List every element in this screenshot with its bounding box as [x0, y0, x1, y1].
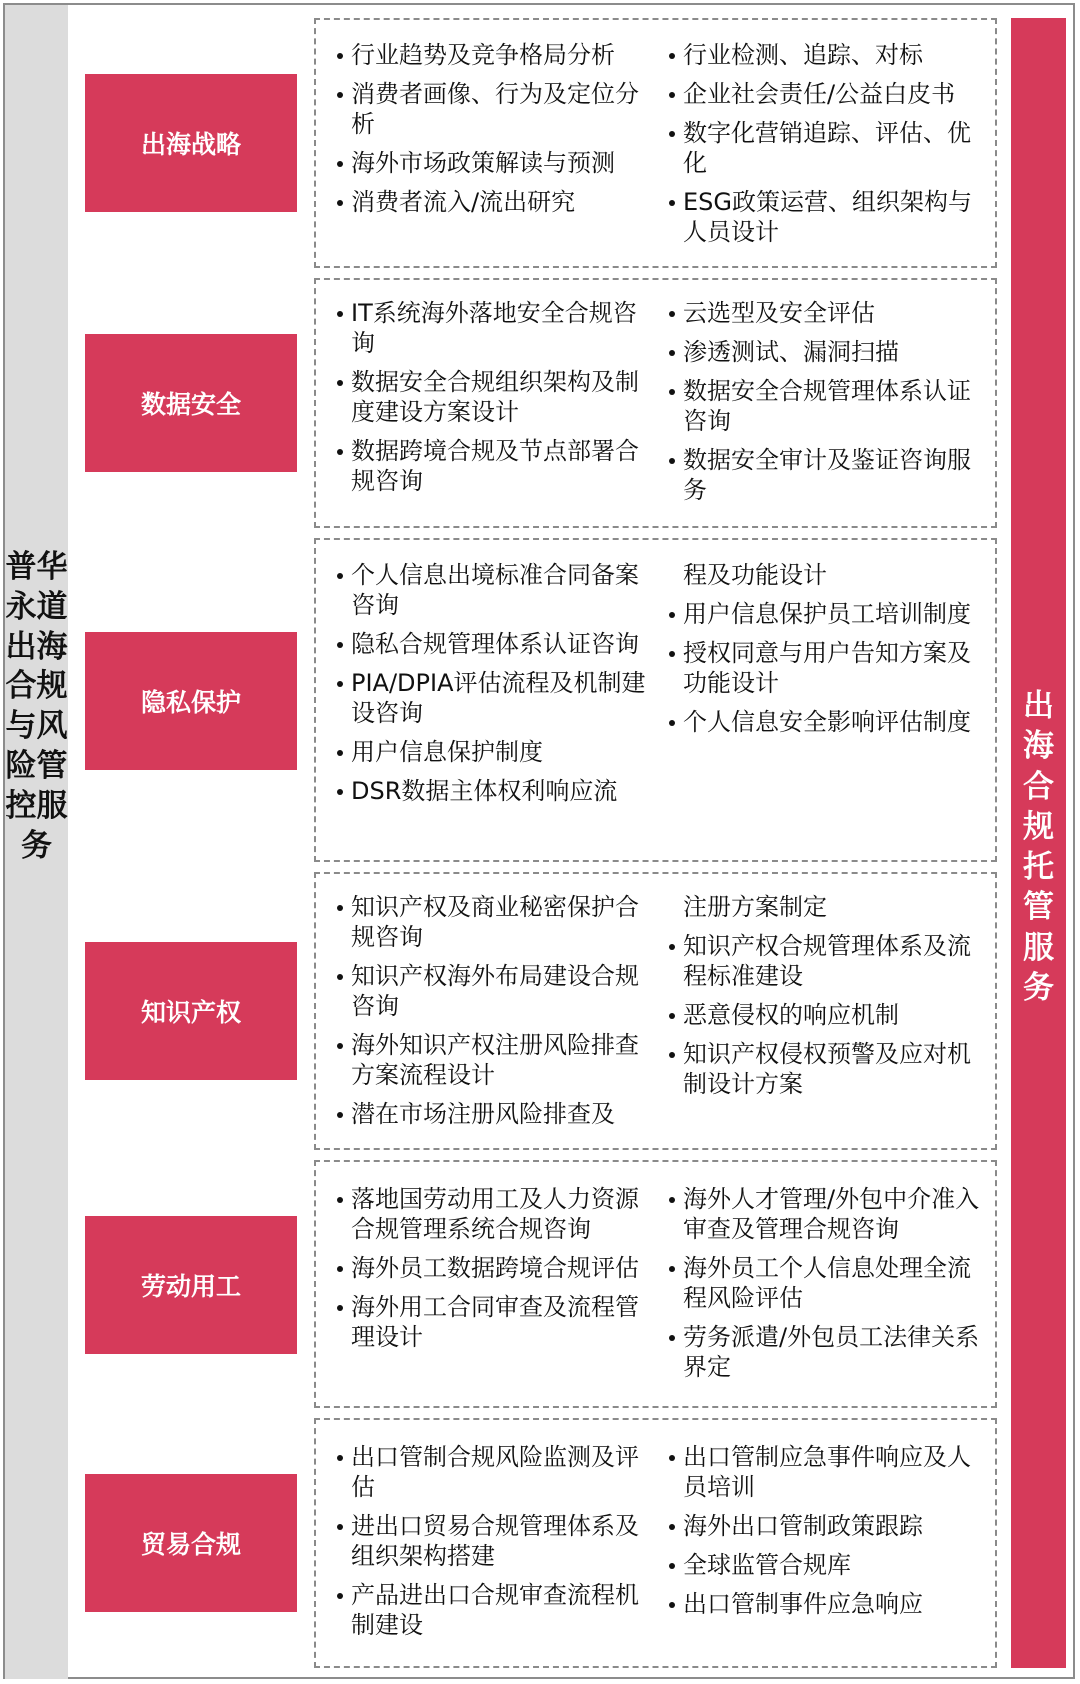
- list-item-continuation: 程及功能设计: [683, 561, 827, 589]
- panel-ip-col-b: [668, 892, 983, 1108]
- list-item: IT系统海外落地安全合规咨询: [336, 298, 651, 358]
- list-item: 海外用工合同审查及流程管理设计: [336, 1292, 651, 1352]
- panel-data-security: [314, 278, 997, 528]
- list-item: ESG政策运营、组织架构与人员设计: [668, 187, 983, 247]
- list-item: 知识产权合规管理体系及流程标准建设: [668, 931, 983, 991]
- list-item: 落地国劳动用工及人力资源合规管理系统合规咨询: [336, 1184, 651, 1244]
- panel-data-security-col-b: [668, 298, 983, 514]
- category-label-privacy: 隐私保护: [85, 632, 297, 770]
- list-item: 知识产权海外布局建设合规咨询: [336, 961, 651, 1021]
- list-item: 海外人才管理/外包中介准入审查及管理合规咨询: [668, 1184, 983, 1244]
- list-item: 企业社会责任/公益白皮书: [668, 79, 983, 109]
- panel-trade-col-a: [336, 1442, 651, 1649]
- category-label-ip: 知识产权: [85, 942, 297, 1080]
- panel-privacy-col-b: [668, 560, 983, 746]
- list-item: 海外员工数据跨境合规评估: [336, 1253, 651, 1283]
- list-item: PIA/DPIA评估流程及机制建设咨询: [336, 668, 651, 728]
- list-item: 数据跨境合规及节点部署合规咨询: [336, 436, 651, 496]
- list-item: 消费者流入/流出研究: [336, 187, 651, 217]
- list-item: 出口管制应急事件响应及人员培训: [668, 1442, 983, 1502]
- list-item: 海外出口管制政策跟踪: [668, 1511, 983, 1541]
- panel-ip-col-a: [336, 892, 651, 1138]
- list-item: 隐私合规管理体系认证咨询: [336, 629, 651, 659]
- panel-strategy: [314, 18, 997, 268]
- list-item: 出口管制事件应急响应: [668, 1589, 983, 1619]
- panel-trade-col-b: [668, 1442, 983, 1628]
- list-item: 授权同意与用户告知方案及功能设计: [668, 638, 983, 698]
- panel-privacy: [314, 538, 997, 862]
- list-item: 个人信息出境标准合同备案咨询: [336, 560, 651, 620]
- list-item: 海外知识产权注册风险排查方案流程设计: [336, 1030, 651, 1090]
- category-label-strategy: 出海战略: [85, 74, 297, 212]
- category-label-labor: 劳动用工: [85, 1216, 297, 1354]
- list-item: 潜在市场注册风险排查及: [336, 1099, 651, 1129]
- list-item: 劳务派遣/外包员工法律关系界定: [668, 1322, 983, 1382]
- list-item: 数据安全合规管理体系认证咨询: [668, 376, 983, 436]
- panel-strategy-col-b: [668, 40, 983, 256]
- list-item: 知识产权及商业秘密保护合规咨询: [336, 892, 651, 952]
- list-item: 海外员工个人信息处理全流程风险评估: [668, 1253, 983, 1313]
- panel-ip: [314, 872, 997, 1150]
- list-item: 渗透测试、漏洞扫描: [668, 337, 983, 367]
- list-item: 用户信息保护员工培训制度: [668, 599, 983, 629]
- list-item: 出口管制合规风险监测及评估: [336, 1442, 651, 1502]
- list-item: 数据安全审计及鉴证咨询服务: [668, 445, 983, 505]
- list-item: DSR数据主体权利响应流: [336, 776, 651, 806]
- list-item: 数字化营销追踪、评估、优化: [668, 118, 983, 178]
- list-item: 数据安全合规组织架构及制度建设方案设计: [336, 367, 651, 427]
- list-item: 进出口贸易合规管理体系及组织架构搭建: [336, 1511, 651, 1571]
- panel-trade: [314, 1418, 997, 1668]
- list-item: 云选型及安全评估: [668, 298, 983, 328]
- list-item: 海外市场政策解读与预测: [336, 148, 651, 178]
- list-item: 行业检测、追踪、对标: [668, 40, 983, 70]
- panel-labor-col-a: [336, 1184, 651, 1361]
- list-item: 知识产权侵权预警及应对机制设计方案: [668, 1039, 983, 1099]
- list-item: 产品进出口合规审查流程机制建设: [336, 1580, 651, 1640]
- category-label-data-security: 数据安全: [85, 334, 297, 472]
- list-item: 恶意侵权的响应机制: [668, 1000, 983, 1030]
- panel-privacy-col-a: [336, 560, 651, 815]
- list-item: 行业趋势及竞争格局分析: [336, 40, 651, 70]
- list-item: 全球监管合规库: [668, 1550, 983, 1580]
- category-label-trade: 贸易合规: [85, 1474, 297, 1612]
- list-item: 用户信息保护制度: [336, 737, 651, 767]
- right-vertical-title: 出海合规托管服务: [1023, 688, 1054, 1007]
- panel-strategy-col-a: [336, 40, 651, 226]
- panel-labor-col-b: [668, 1184, 983, 1391]
- list-item: 消费者画像、行为及定位分析: [336, 79, 651, 139]
- list-item: 个人信息安全影响评估制度: [668, 707, 983, 737]
- panel-data-security-col-a: [336, 298, 651, 505]
- left-vertical-title: 普华永道出海合规与风险管控服务: [5, 549, 68, 864]
- list-item-continuation: 注册方案制定: [683, 893, 827, 921]
- panel-labor: [314, 1160, 997, 1408]
